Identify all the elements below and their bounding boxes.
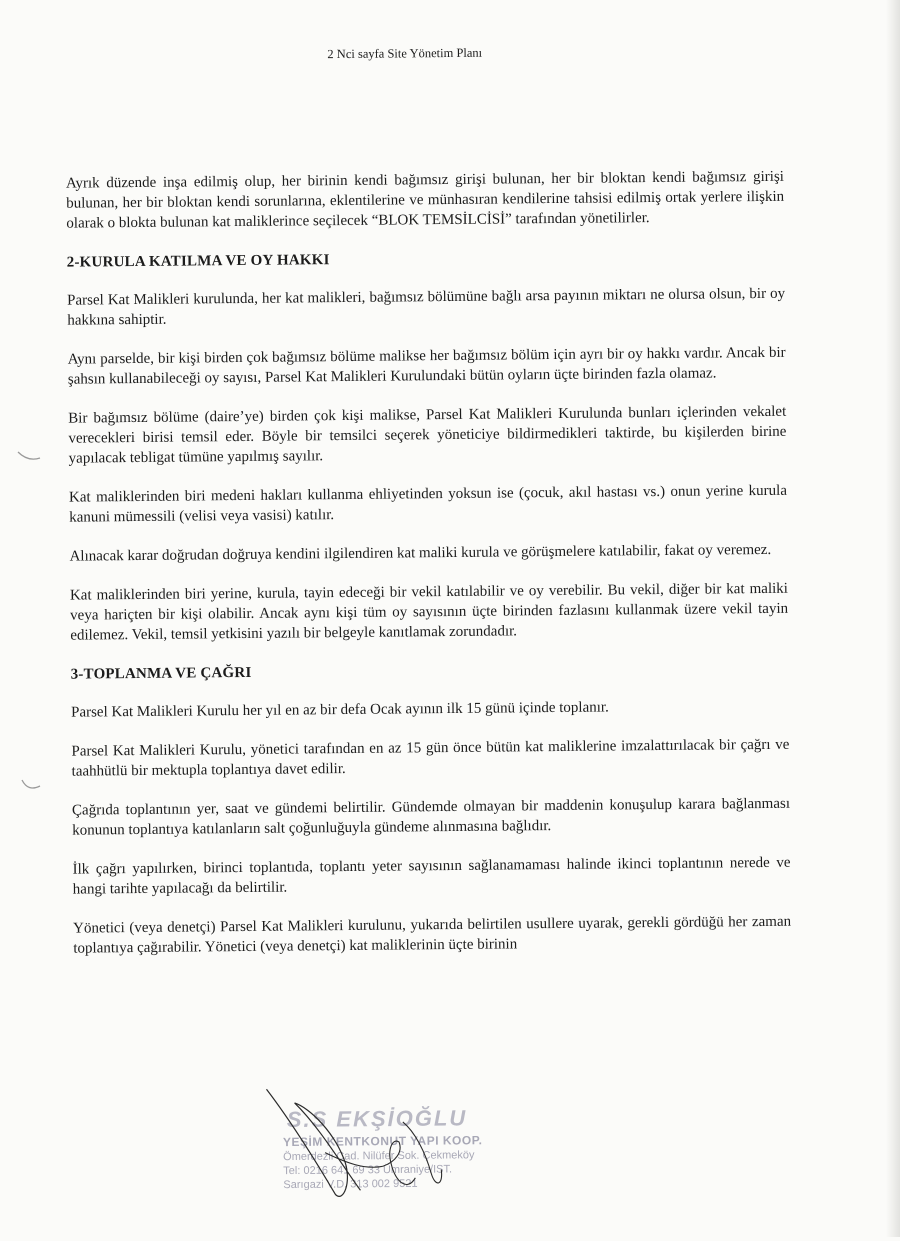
section-toplanma-cagri bbox=[71, 658, 792, 959]
paragraph: İlk çağrı yapılırken, birinci toplantıda, toplantı yeter sayısının sağlanamaması halinde ikinci toplantının nerede ve hangi tarihte yapılacağı da belirtilir. bbox=[72, 854, 791, 898]
paragraph: Aynı parselde, bir kişi birden çok bağımsız bölüme malikse her bağımsız bölüm için ayrı bir oy hakkı vardır. Ancak bir şahsın kullanabileceği oy sayısı, Parsel Kat Malikleri Kurulundaki bütün oyların üçte birinden fazla olamaz. bbox=[67, 344, 786, 388]
stamp-phone-line: Tel: 0216 641 69 33 Ümraniye/IST. bbox=[283, 1163, 453, 1178]
paragraph: Kat maliklerinden biri yerine, kurula, tayin edeceği bir vekil katılabilir ve oy verebilir. Bu vekil, diğer bir kat maliki veya hariçten bir kişi olabilir. Ancak aynı kişi tüm oy sayısının üçte birinden fazlasını kullanmak üzere vekil tayin edilemez. Vekil, temsil yetkisini yazılı bir belgeyle kanıtlamak zorundadır. bbox=[69, 580, 789, 644]
company-stamp bbox=[264, 1081, 525, 1203]
page-edge-shadow bbox=[886, 0, 900, 1237]
paragraph: Parsel Kat Malikleri Kurulu, yönetici tarafından en az 15 gün önce bütün kat maliklerine imzalattırılacak bir çağrı ve taahhütlü bir mektupla toplantıya davet edilir. bbox=[71, 736, 790, 780]
stamp-company-line: YEŞİM KENTKONUT YAPI KOOP. bbox=[282, 1133, 483, 1150]
handwritten-signature bbox=[264, 1081, 525, 1203]
page-header: 2 Nci sayfa Site Yönetim Planı bbox=[327, 45, 483, 62]
paragraph: Çağrıda toplantının yer, saat ve gündemi belirtilir. Gündemde olmayan bir maddenin konuşulup karara bağlanması konunun toplantıya katılanların salt çoğunluğuyla gündeme alınmasına bağlıdır. bbox=[71, 795, 791, 839]
intro-section bbox=[66, 167, 785, 234]
stamp-title: S.S EKŞİOĞLU bbox=[286, 1105, 468, 1133]
section-kurula-katilma bbox=[67, 246, 789, 646]
stamp-tax-line: Sarıgazi V.D. 313 002 9521 bbox=[283, 1177, 418, 1192]
paragraph: Alınacak karar doğrudan doğruya kendini ilgilendiren kat maliki kurula ve görüşmelere katılabilir, fakat oy veremez. bbox=[69, 541, 772, 565]
section-heading: 3-TOPLANMA VE ÇAĞRI bbox=[70, 664, 252, 683]
stamp-address-line: Ömerdezli Cad. Nilüfer Sok. Çekmeköy bbox=[283, 1149, 475, 1164]
paragraph: Kat maliklerinden biri medeni hakları kullanma ehliyetinden yoksun ise (çocuk, akıl hastası vs.) onun yerine kurula kanuni mümessili (velisi veya vasisi) katılır. bbox=[68, 482, 788, 526]
section-heading: 2-KURULA KATILMA VE OY HAKKI bbox=[66, 252, 330, 271]
punch-hole-mark-upper bbox=[14, 440, 44, 470]
paragraph: Ayrık düzende inşa edilmiş olup, her birinin kendi bağımsız girişi bulunan, her bir bloktan kendi bağımsız girişi bulunan, her bir bloktan kendi sorunlarına, eklentilerine ve münhasıran kendilerine tahsisi edilmiş ortak yerlere ilişkin olarak o blokta bulunan kat maliklerince seçilecek “BLOK TEMSİLCİSİ” tarafından yönetilirler. bbox=[65, 168, 785, 232]
paragraph: Bir bağımsız bölüme (daire’ye) birden çok kişi malikse, Parsel Kat Malikleri Kurulunda bunları içlerinden vekalet verecekleri birisi temsil eder. Böyle bir temsilci seçerek yöneticiye bildirmedikleri taktirde, bu kişilerden birine yapılacak tebligat tümüne yapılmış sayılır. bbox=[68, 403, 787, 467]
paragraph: Yönetici (veya denetçi) Parsel Kat Malikleri kurulunu, yukarıda belirtilen usullere uyarak, gerekli gördüğü her zaman toplantıya çağırabilir. Yönetici (veya denetçi) kat maliklerinin üçte birinin bbox=[73, 913, 792, 957]
paragraph: Parsel Kat Malikleri Kurulu her yıl en az bir defa Ocak ayının ilk 15 günü içinde toplanır. bbox=[70, 699, 609, 721]
punch-hole-mark-lower bbox=[16, 770, 46, 800]
paragraph: Parsel Kat Malikleri kurulunda, her kat malikleri, bağımsız bölümüne bağlı arsa payının miktarı ne olursa olsun, bir oy hakkına sahiptir. bbox=[67, 285, 786, 329]
document-body bbox=[66, 167, 792, 978]
